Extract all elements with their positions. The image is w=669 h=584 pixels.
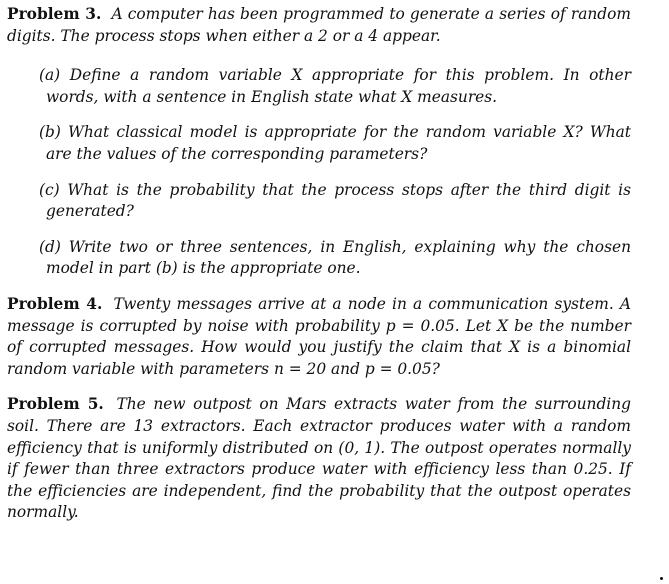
problem-4-text: Twenty messages arrive at a node in a communication system. A message is corrupted by noise with probability p = 0.05. Let X be the number of corrupted messages. How would you justify the claim that X is a binomial random variable with parameters n = 20 and p = 0.05?: [7, 294, 631, 378]
problem-5: [7, 394, 631, 524]
problem-3: [7, 4, 631, 47]
problem-3-part-d: (d) Write two or three sentences, in English, explaining why the chosen model in part (b) is the appropriate one.: [39, 237, 631, 278]
stray-dot: [660, 577, 663, 580]
problem-5-label: Problem 5.: [7, 395, 104, 414]
problem-3-part-b: (b) What classical model is appropriate for the random variable X? What are the values of the corresponding parameters?: [39, 123, 631, 163]
problem-3-part-c: (c) What is the probability that the process stops after the third digit is generated?: [39, 180, 631, 221]
problem-3-label: Problem 3.: [7, 5, 102, 23]
document-page: [7, 4, 631, 524]
problem-5-text: The new outpost on Mars extracts water from the surrounding soil. There are 13 extractors. Each extractor produces water with a random efficiency that is uniformly distributed on (0, 1). The outpost operates normally if fewer than three extractors produce water with efficiency less than 0.25. If the efficiencies are independent, find the probability that the outpost operates normally.: [7, 395, 631, 522]
problem-3-part-a: (a) Define a random variable X appropriate for this problem. In other words, with a sentence in English state what X measures.: [39, 66, 631, 106]
problem-4-label: Problem 4.: [7, 294, 103, 313]
problem-4: [7, 294, 631, 380]
problem-3-text: A computer has been programmed to generate a series of random digits. The process stops when either a 2 or a 4 appear.: [7, 5, 631, 45]
